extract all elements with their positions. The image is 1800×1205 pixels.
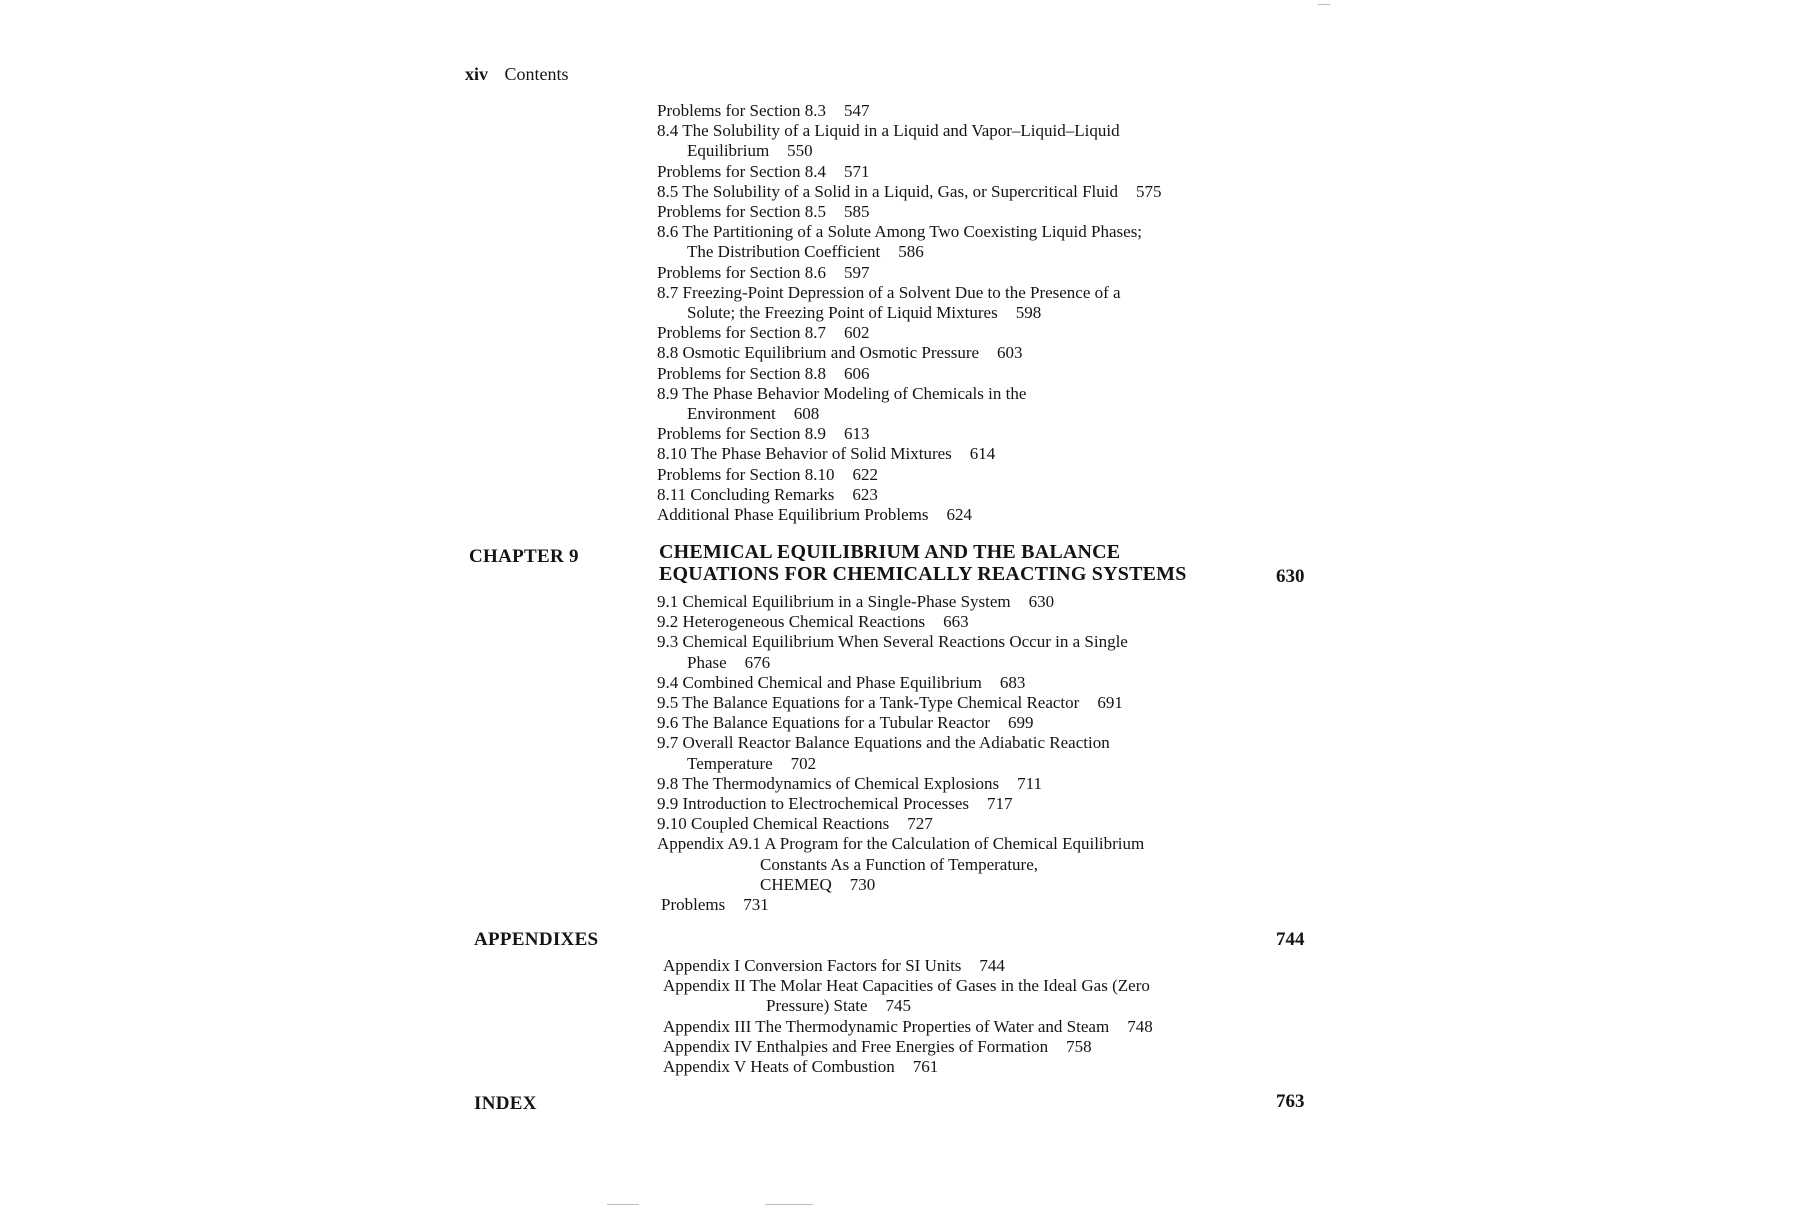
- toc-entry: [657, 592, 1257, 612]
- chapter9-entries: [657, 592, 1257, 915]
- entry-title: 8.4 The Solubility of a Liquid in a Liquid and Vapor–Liquid–Liquid: [657, 121, 1120, 141]
- toc-entry: [663, 956, 1263, 976]
- entry-title: 8.11 Concluding Remarks: [657, 484, 835, 504]
- toc-entry-continued: [657, 855, 1257, 875]
- running-head: [465, 64, 569, 85]
- toc-entry: [657, 101, 1257, 121]
- entry-page: 630: [1028, 592, 1055, 611]
- index-page-number: 763: [1276, 1091, 1305, 1112]
- entry-page: 683: [999, 672, 1026, 692]
- chapter8-entries: [657, 101, 1257, 525]
- entry-title: Phase: [687, 652, 727, 672]
- entry-title: CHEMEQ: [760, 874, 832, 894]
- toc-entry-continued: [657, 404, 1257, 424]
- entry-page: 598: [1015, 303, 1042, 323]
- entry-title: Constants As a Function of Temperature,: [760, 854, 1039, 874]
- appendixes-label: APPENDIXES: [474, 929, 599, 950]
- toc-appendix-entry: [657, 834, 1257, 854]
- toc-entry-continued: [657, 303, 1257, 323]
- toc-entry: [657, 814, 1257, 834]
- entry-title: The Distribution Coefficient: [687, 242, 881, 262]
- entry-page: 676: [744, 652, 771, 672]
- toc-entry-continued: [657, 875, 1257, 895]
- entry-page: 624: [946, 505, 973, 525]
- entry-title: Problems for Section 8.3: [657, 101, 827, 120]
- entry-title: Problems for Section 8.6: [657, 262, 827, 282]
- entry-title: 9.9 Introduction to Electrochemical Processes: [657, 794, 970, 814]
- entry-page: 585: [844, 202, 870, 222]
- entry-page: 744: [979, 956, 1005, 975]
- entry-title: Appendix III The Thermodynamic Properties of Water and Steam: [663, 1016, 1110, 1036]
- entry-title: Problems for Section 8.9: [657, 424, 827, 444]
- toc-entry: [657, 895, 1257, 915]
- entry-page: 603: [997, 343, 1023, 363]
- entry-page: 614: [969, 444, 996, 464]
- toc-entry: [663, 1057, 1263, 1077]
- toc-entry: [657, 263, 1257, 283]
- entry-page: 575: [1136, 181, 1162, 201]
- entry-page: 608: [793, 404, 820, 424]
- toc-entry: [657, 323, 1257, 343]
- toc-entry: [657, 612, 1257, 632]
- toc-entry: [657, 505, 1257, 525]
- toc-entry: [657, 794, 1257, 814]
- toc-entry: [657, 733, 1257, 753]
- toc-entry: [657, 693, 1257, 713]
- toc-entry: [657, 222, 1257, 242]
- toc-entry-continued: [663, 996, 1263, 1016]
- entry-title: 9.4 Combined Chemical and Phase Equilibrium: [657, 672, 982, 692]
- toc-entry: [657, 121, 1257, 141]
- entry-page: 758: [1066, 1036, 1092, 1056]
- toc-entry: [657, 465, 1257, 485]
- entry-title: Appendix V Heats of Combustion: [663, 1057, 895, 1077]
- toc-entry: [657, 774, 1257, 794]
- entry-title: 9.2 Heterogeneous Chemical Reactions: [657, 612, 926, 632]
- entry-title: Appendix IV Enthalpies and Free Energies of Formation: [663, 1036, 1049, 1056]
- chapter-page-number: 630: [1276, 566, 1305, 587]
- entry-title: Solute; the Freezing Point of Liquid Mixtures: [687, 303, 998, 323]
- entry-page: 731: [743, 895, 769, 915]
- page-number: xiv: [465, 64, 489, 84]
- entry-title: Equilibrium: [687, 141, 770, 161]
- toc-entry: [657, 673, 1257, 693]
- entry-title: Temperature: [687, 753, 773, 773]
- toc-entry: [657, 384, 1257, 404]
- entry-page: 571: [844, 161, 870, 181]
- entry-page: 748: [1127, 1016, 1153, 1036]
- toc-entry: [663, 976, 1263, 996]
- entry-title: Problems for Section 8.5: [657, 202, 827, 222]
- chapter-title: [659, 541, 1187, 585]
- appendixes-entries: [663, 956, 1263, 1077]
- toc-entry: [657, 162, 1257, 182]
- entry-page: 613: [844, 424, 870, 444]
- entry-page: 623: [852, 484, 878, 504]
- entry-title: 8.10 The Phase Behavior of Solid Mixtures: [657, 444, 952, 464]
- toc-entry-continued: [657, 141, 1257, 161]
- entry-page: 717: [987, 794, 1013, 814]
- entry-title: 9.1 Chemical Equilibrium in a Single-Phase System: [657, 592, 1011, 611]
- chapter-label: CHAPTER 9: [469, 546, 579, 567]
- toc-entry: [657, 632, 1257, 652]
- entry-title: 8.5 The Solubility of a Solid in a Liquid, Gas, or Supercritical Fluid: [657, 181, 1119, 201]
- entry-title: Problems for Section 8.10: [657, 464, 835, 484]
- entry-title: Problems: [661, 895, 726, 915]
- scan-mark: [1318, 4, 1330, 5]
- toc-entry-continued: [657, 653, 1257, 673]
- entry-title: Problems for Section 8.4: [657, 161, 827, 181]
- entry-page: 691: [1097, 693, 1123, 713]
- entry-title: Appendix I Conversion Factors for SI Units: [663, 956, 962, 975]
- running-title: Contents: [504, 64, 569, 84]
- entry-title: Environment: [687, 404, 776, 424]
- entry-page: 597: [844, 262, 870, 282]
- entry-page: 761: [912, 1057, 939, 1077]
- entry-page: 730: [849, 874, 876, 894]
- entry-title: Pressure) State: [766, 996, 868, 1016]
- toc-entry-continued: [657, 754, 1257, 774]
- entry-page: 602: [844, 323, 870, 343]
- entry-page: 550: [787, 141, 813, 161]
- entry-title: 8.6 The Partitioning of a Solute Among Two Coexisting Liquid Phases;: [657, 222, 1143, 242]
- index-label: INDEX: [474, 1093, 537, 1114]
- entry-title: Problems for Section 8.8: [657, 363, 827, 383]
- chapter-title-line: CHEMICAL EQUILIBRIUM AND THE BALANCE: [659, 541, 1121, 563]
- entry-title: 8.9 The Phase Behavior Modeling of Chemicals in the: [657, 383, 1027, 403]
- entry-title: 9.10 Coupled Chemical Reactions: [657, 814, 890, 834]
- entry-title: Additional Phase Equilibrium Problems: [657, 505, 929, 525]
- entry-page: 702: [790, 753, 817, 773]
- entry-page: 699: [1008, 713, 1034, 733]
- toc-entry: [657, 343, 1257, 363]
- entry-title: Appendix A9.1 A Program for the Calculation of Chemical Equilibrium: [657, 834, 1145, 854]
- chapter-title-line: EQUATIONS FOR CHEMICALLY REACTING SYSTEMS: [659, 563, 1187, 585]
- entry-page: 711: [1017, 773, 1043, 793]
- entry-title: Problems for Section 8.7: [657, 323, 827, 343]
- toc-entry: [657, 283, 1257, 303]
- toc-entry: [657, 485, 1257, 505]
- entry-page: 622: [852, 464, 879, 484]
- toc-entry: [663, 1017, 1263, 1037]
- toc-entry: [657, 444, 1257, 464]
- entry-page: 547: [844, 101, 870, 120]
- entry-page: 663: [943, 612, 969, 632]
- entry-title: 9.5 The Balance Equations for a Tank-Type Chemical Reactor: [657, 693, 1080, 713]
- entry-page: 586: [898, 242, 924, 262]
- appendixes-page-number: 744: [1276, 929, 1305, 950]
- toc-entry: [657, 364, 1257, 384]
- entry-title: 8.8 Osmotic Equilibrium and Osmotic Pressure: [657, 343, 980, 363]
- toc-entry: [657, 424, 1257, 444]
- toc-entry: [657, 182, 1257, 202]
- entry-page: 745: [885, 996, 912, 1016]
- toc-entry: [657, 202, 1257, 222]
- entry-page: 606: [844, 363, 870, 383]
- entry-title: 8.7 Freezing-Point Depression of a Solvent Due to the Presence of a: [657, 282, 1121, 302]
- toc-entry-continued: [657, 242, 1257, 262]
- toc-entry: [657, 713, 1257, 733]
- entry-title: Appendix II The Molar Heat Capacities of Gases in the Ideal Gas (Zero: [663, 976, 1150, 996]
- entry-page: 727: [907, 814, 933, 834]
- entry-title: 9.6 The Balance Equations for a Tubular Reactor: [657, 713, 990, 733]
- entry-title: 9.8 The Thermodynamics of Chemical Explosions: [657, 773, 1000, 793]
- entry-title: 9.3 Chemical Equilibrium When Several Reactions Occur in a Single: [657, 632, 1128, 652]
- entry-title: 9.7 Overall Reactor Balance Equations and the Adiabatic Reaction: [657, 733, 1110, 753]
- toc-entry: [663, 1037, 1263, 1057]
